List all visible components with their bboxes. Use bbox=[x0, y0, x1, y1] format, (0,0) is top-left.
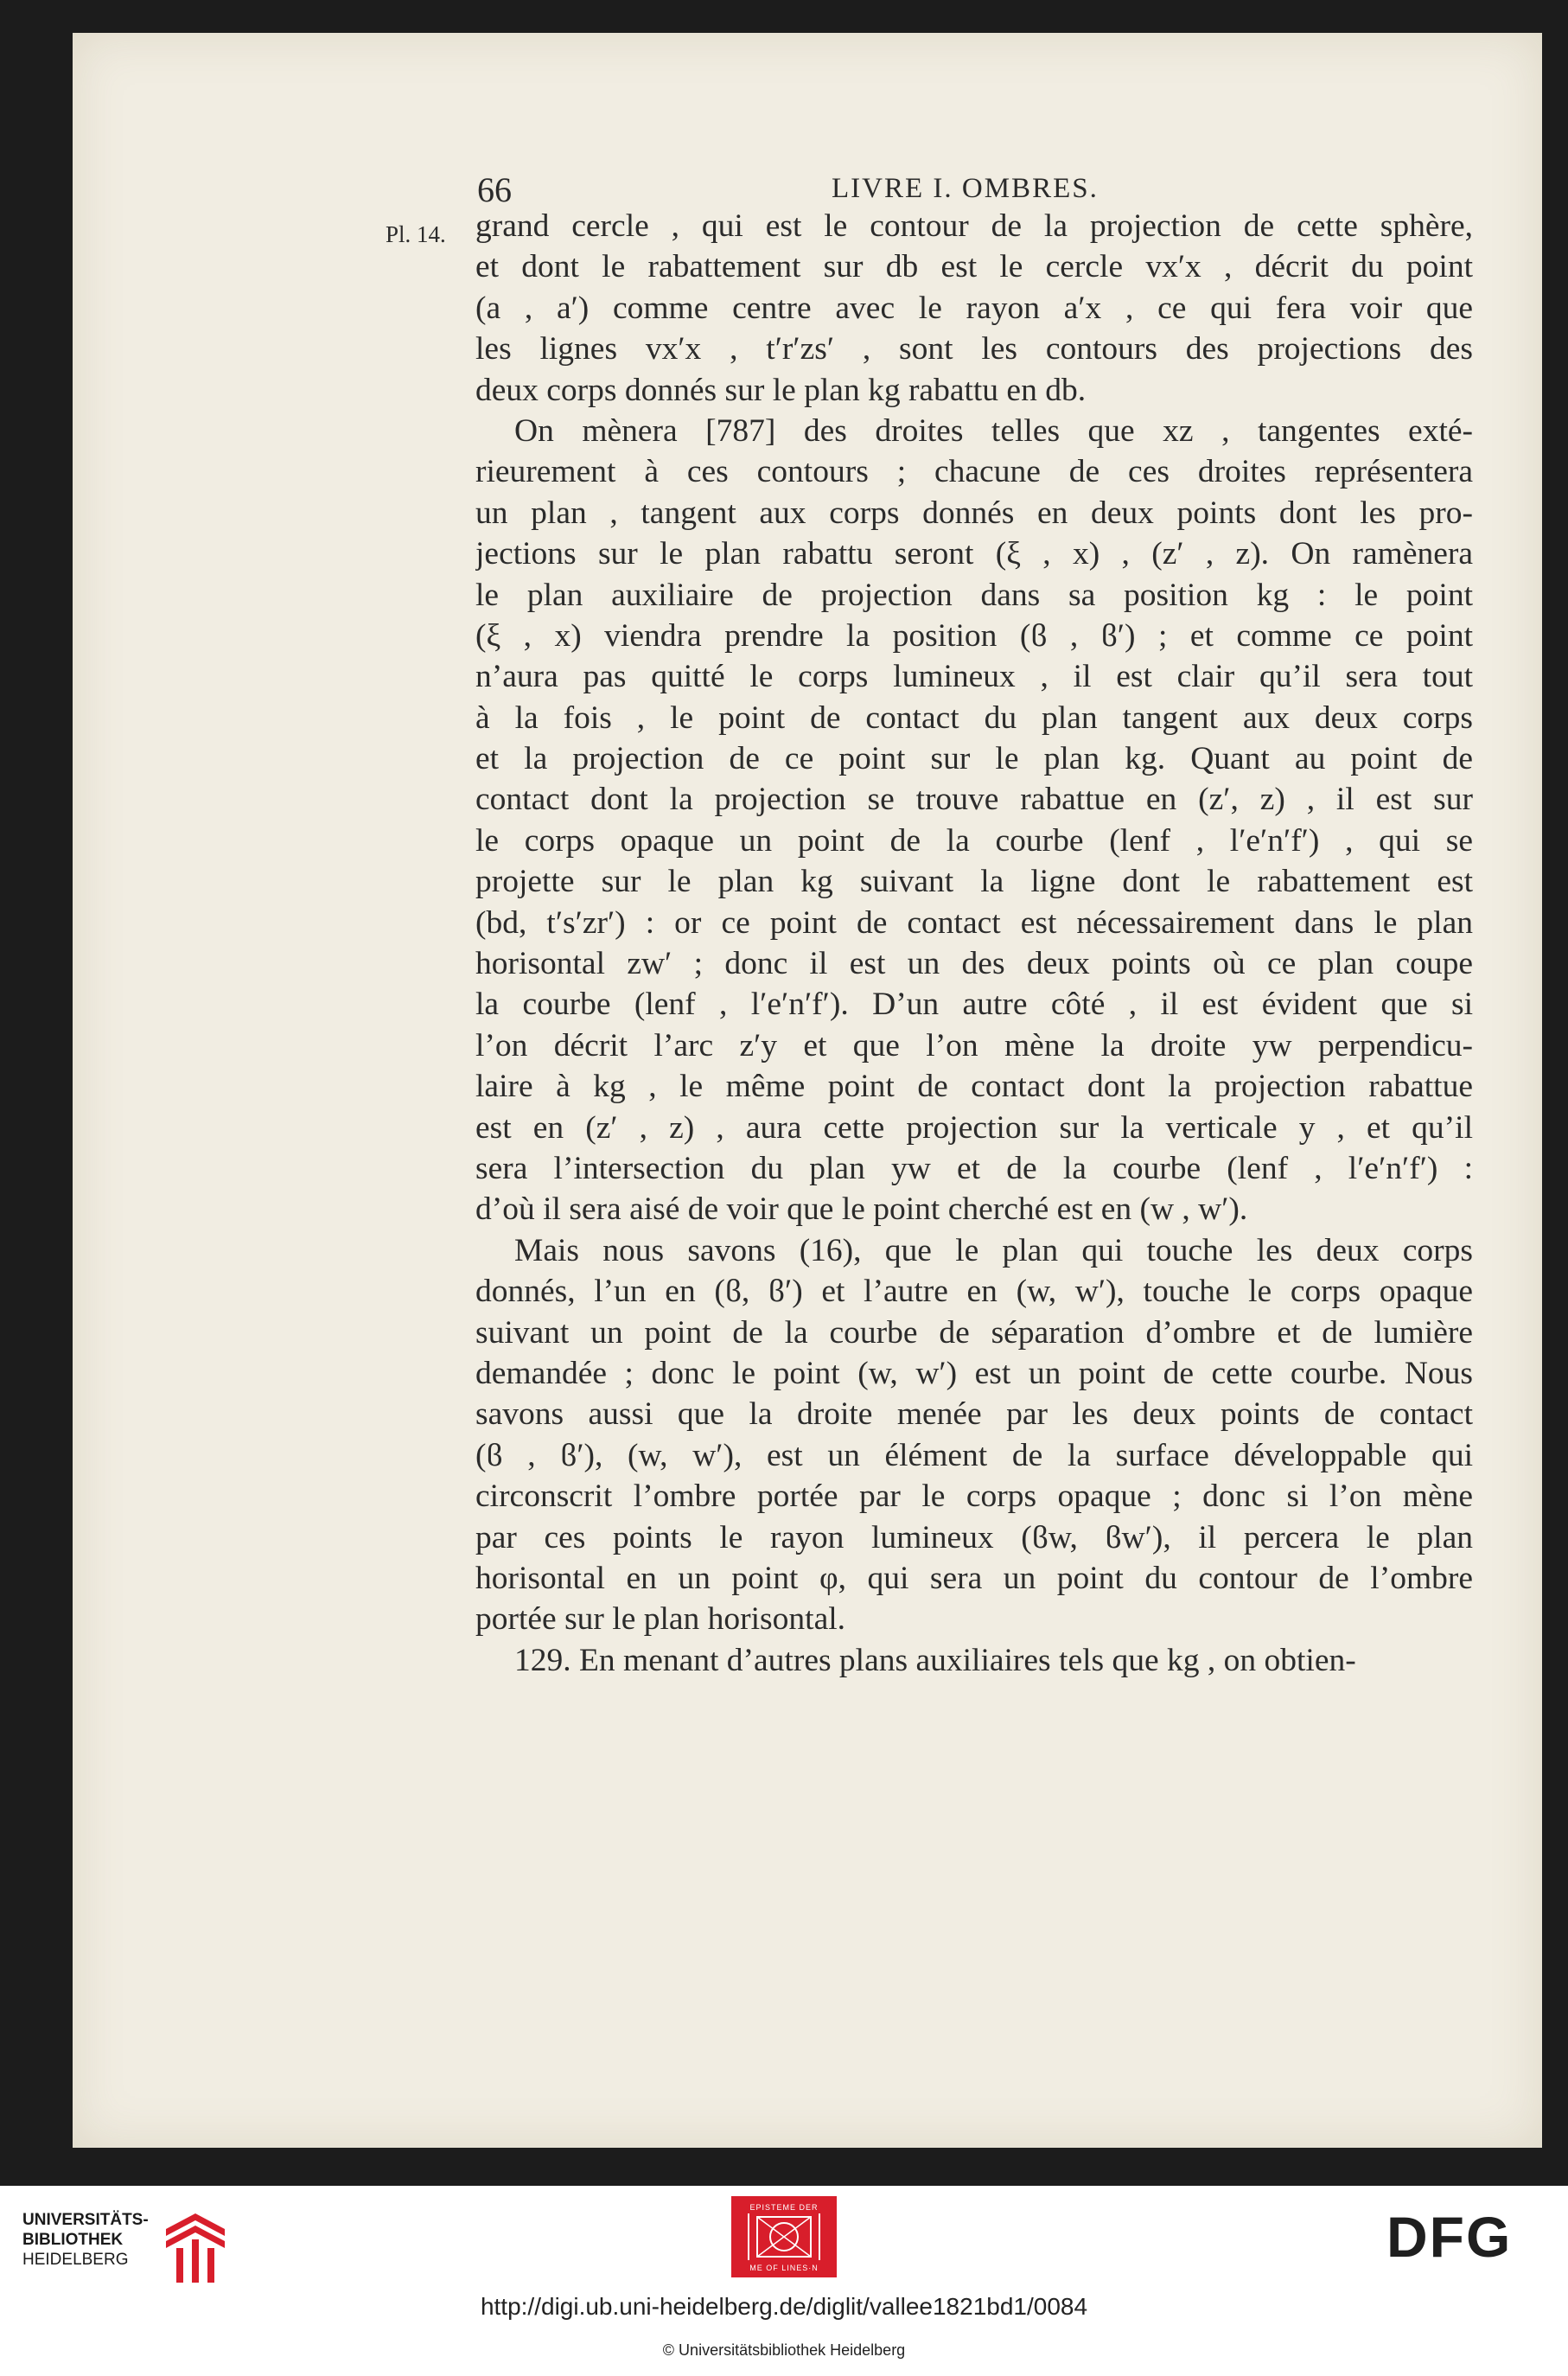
text-line: laire à kg , le même point de contact dont la projection rabattue bbox=[475, 1069, 1473, 1105]
library-name-line: UNIVERSITÄTS- bbox=[22, 2211, 149, 2229]
dfg-logo-text: DFG bbox=[1386, 2208, 1513, 2264]
text-line: sera l’intersection du plan yw et de la courbe (lenf , l′e′n′f′) : bbox=[475, 1150, 1473, 1186]
text-line: (ξ , x) viendra prendre la position (ϐ , ϐ′) ; et comme ce point bbox=[475, 617, 1473, 654]
text-line: demandée ; donc le point (w, w′) est un point de cette courbe. Nous bbox=[475, 1355, 1473, 1391]
page-number: 66 bbox=[477, 170, 512, 209]
text-line: grand cercle , qui est le contour de la projection de cette sphère, bbox=[475, 208, 1473, 244]
dfg-logo-icon bbox=[1386, 2208, 1551, 2264]
text-line: et la projection de ce point sur le plan kg. Quant au point de bbox=[475, 741, 1473, 777]
text-line: deux corps donnés sur le plan kg rabattu en db. bbox=[475, 372, 1087, 408]
body-text bbox=[475, 206, 1473, 1681]
text-line: donnés, l’un en (ϐ, ϐ′) et l’autre en (w, w′), touche le corps opaque bbox=[475, 1274, 1473, 1310]
text-line: et dont le rabattement sur db est le cercle vx′x , décrit du point bbox=[475, 249, 1473, 285]
text-line: un plan , tangent aux corps donnés en deux points dont les pro- bbox=[475, 495, 1473, 531]
text-line: la courbe (lenf , l′e′n′f′). D’un autre côté , il est évident que si bbox=[475, 987, 1473, 1023]
running-head: LIVRE I. OMBRES. bbox=[832, 173, 1099, 204]
plate-reference: Pl. 14. bbox=[386, 221, 446, 247]
library-name bbox=[22, 2210, 149, 2270]
text-line: projette sur le plan kg suivant la ligne dont le rabattement est bbox=[475, 864, 1473, 900]
text-line: jections sur le plan rabattu seront (ξ , x) , (z′ , z). On ramènera bbox=[475, 536, 1473, 572]
text-line: On mènera [787] des droites telles que xz , tangentes exté- bbox=[514, 412, 1473, 449]
text-line: horisontal en un point φ, qui sera un point du contour de l’ombre bbox=[475, 1560, 1473, 1596]
text-line: d’où il sera aisé de voir que le point cherché est en (w , w′). bbox=[475, 1191, 1248, 1228]
text-line: suivant un point de la courbe de séparation d’ombre et de lumière bbox=[475, 1314, 1473, 1351]
episteme-logo[interactable] bbox=[731, 2196, 837, 2277]
text-line: l’on décrit l’arc z′y et que l’on mène la droite yw perpendicu- bbox=[475, 1027, 1473, 1063]
text-line: circonscrit l’ombre portée par le corps opaque ; donc si l’on mène bbox=[475, 1479, 1473, 1515]
text-line: le plan auxiliaire de projection dans sa position kg : le point bbox=[475, 577, 1473, 613]
text-line: rieurement à ces contours ; chacune de ces droites représentera bbox=[475, 454, 1473, 490]
text-line: contact dont la projection se trouve rabattue en (z′, z) , il est sur bbox=[475, 782, 1473, 818]
library-name-line: HEIDELBERG bbox=[22, 2251, 129, 2269]
text-line: est en (z′ , z) , aura cette projection sur la verticale y , et qu’il bbox=[475, 1109, 1473, 1146]
dfg-logo[interactable] bbox=[1386, 2208, 1551, 2264]
text-line: savons aussi que la droite menée par les deux points de contact bbox=[475, 1396, 1473, 1433]
text-line: les lignes vx′x , t′r′zs′ , sont les contours des projections des bbox=[475, 331, 1473, 367]
university-library-logo[interactable] bbox=[22, 2210, 230, 2296]
episteme-logo-bottom-text: ME OF LINES·N bbox=[749, 2264, 819, 2272]
source-url-link[interactable]: http://digi.ub.uni-heidelberg.de/diglit/vallee1821bd1/0084 bbox=[480, 2293, 1088, 2320]
text-line: le corps opaque un point de la courbe (lenf , l′e′n′f′) , qui se bbox=[475, 822, 1473, 859]
text-line: Mais nous savons (16), que le plan qui touche les deux corps bbox=[514, 1232, 1473, 1268]
text-line: 129. En menant d’autres plans auxiliaires tels que kg , on obtien- bbox=[514, 1642, 1356, 1678]
library-mark-icon bbox=[157, 2210, 226, 2284]
copyright-notice: © Universitätsbibliothek Heidelberg bbox=[662, 2341, 906, 2359]
library-name-line: BIBLIOTHEK bbox=[22, 2231, 124, 2249]
text-line: portée sur le plan horisontal. bbox=[475, 1601, 846, 1638]
text-line: (ϐ , ϐ′), (w, w′), est un élément de la surface développable qui bbox=[475, 1437, 1473, 1473]
episteme-logo-top-text: EPISTEME DER bbox=[749, 2203, 819, 2212]
text-line: (a , a′) comme centre avec le rayon a′x , ce qui fera voir que bbox=[475, 290, 1473, 326]
text-line: horisontal zw′ ; donc il est un des deux points où ce plan coupe bbox=[475, 946, 1473, 982]
text-line: par ces points le rayon lumineux (ϐw, ϐw′), il percera le plan bbox=[475, 1519, 1473, 1555]
text-line: n’aura pas quitté le corps lumineux , il est clair qu’il sera tout bbox=[475, 659, 1473, 695]
text-line: (bd, t′s′zr′) : or ce point de contact est nécessairement dans le plan bbox=[475, 904, 1473, 941]
text-line: à la fois , le point de contact du plan tangent aux deux corps bbox=[475, 699, 1473, 736]
